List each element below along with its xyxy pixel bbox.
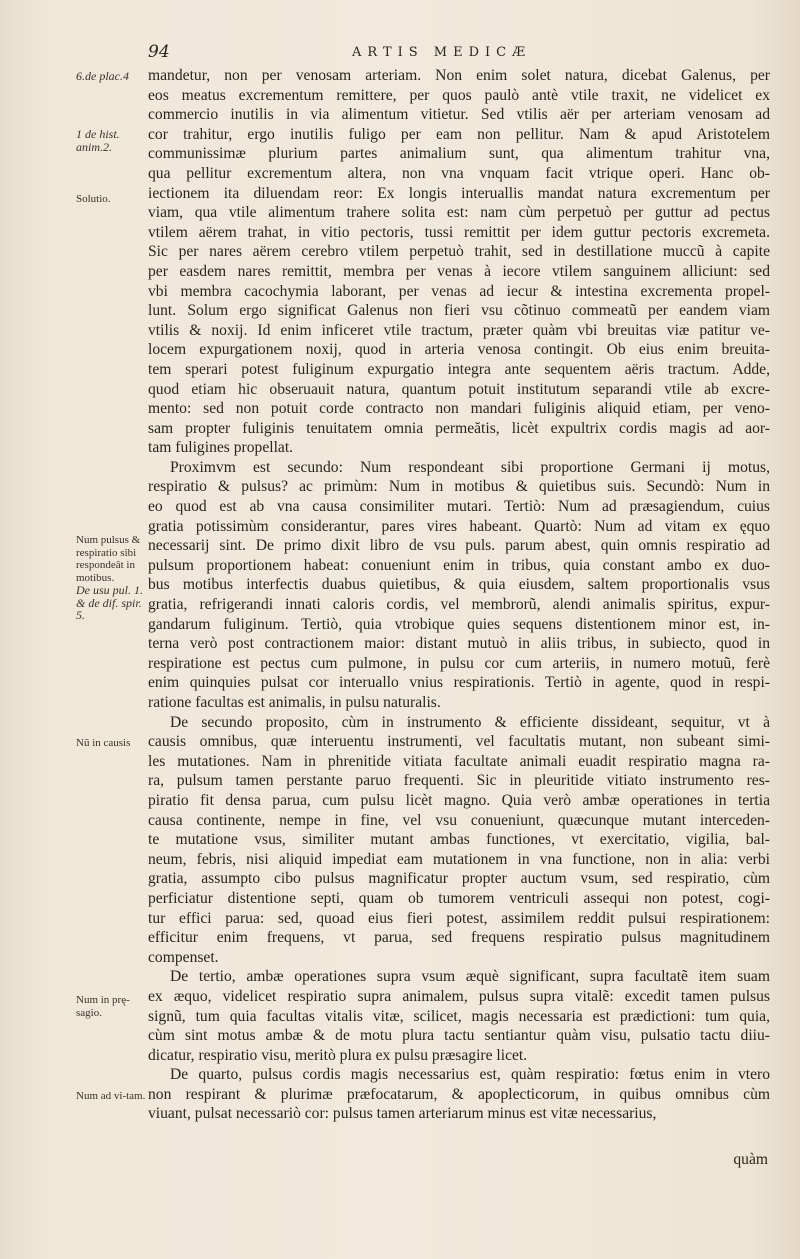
text-line: iectionem ita diluendam reor: Ex longis interuallis mandat natura excrementum per	[148, 184, 770, 202]
text-line: ratione facultas est animalis, in pulsu naturalis.	[148, 694, 441, 711]
text-line: mandetur, non per venosam arteriam. Non enim solet natura, dicebat Galenus, per	[148, 67, 770, 84]
margin-note: Nũ in causis	[76, 737, 131, 749]
text-line: quod etiam hic obseruauit natura, quantum potuit institutum separandi vtile ab excre-	[148, 380, 770, 398]
text-line: gratia potissimùm considerantur, pares vires habeant. Quartò: Num ad vitam ex ęquo	[148, 517, 770, 535]
text-line: vtilis & noxij. Id enim inficeret vtile tractum, præter quàm vbi breuitas viæ patitur ve-	[148, 321, 770, 339]
margin-note: 6.de plac.4	[76, 69, 129, 83]
margin-note: Num in prę-sagio.	[76, 994, 130, 1019]
margin-note: Num pulsus & respiratio sibi respondeăt in motibus.	[76, 534, 141, 584]
text-line: qua pellitur excrementum altera, non vna vnquam facit vtrique operi. Hanc ob-	[148, 164, 770, 182]
folio-number: 94	[148, 42, 170, 62]
text-line: cùm sint motus ambæ & de motu plura tactu sentiantur quàm visu, pulsatio tactu diiu-	[148, 1027, 770, 1045]
running-head: ARTIS MEDICÆ	[352, 45, 532, 60]
text-line: ex æquo, videlicet respiratio supra animalem, pulsus supra vitalẽ: excedit tamen pulsus	[148, 987, 770, 1005]
text-line: gandarum fuliginum. Tertiò, quia vtrobique quies sequens distentionem minor est, in-	[148, 615, 770, 633]
text-line: locem expurgationem noxij, quod in arteria venosa contingit. Ob eius enim breuita-	[148, 341, 770, 359]
text-line: signũ, tum quia facultas vitalis vitæ, scilicet, magis necessaria est prædictioni: tum quia,	[148, 1007, 770, 1025]
text-line: lunt. Solum ergo significat Galenus non fieri vsu cõtinuo commeatũ per eandem viam	[148, 302, 770, 320]
text-line: sam propter fuliginis tenuitatem omnia permeătis, licèt expultrix cordis magis ad aor-	[148, 419, 770, 437]
text-line: viuant, pulsat necessariò cor: pulsus tamen arteriarum minus est vitæ necessarius,	[148, 1105, 657, 1123]
text-line: dicatur, respiratio visu, meritò plura ex pulsu præsagire licet.	[148, 1046, 528, 1064]
text-line: gratia, assumpto cibo pulsus magnificatur propter auctum vsum, sed respiratio, cùm	[148, 870, 770, 888]
text-line: respiratio & pulsus? ac primùm: Num in motibus & quietibus suis. Secundò: Num in	[148, 478, 770, 496]
text-line: les mutationes. Nam in phrenitide vitiata facultate animali euadit respiratio magna ra-	[148, 752, 770, 770]
paragraph	[148, 66, 770, 458]
margin-note: Solutio.	[76, 193, 111, 205]
text-line: compenset.	[148, 948, 219, 966]
text-line: eo quod est ab vna causa consimiliter mutari. Tertiò: Num ad præsagiendum, cuius	[148, 498, 770, 516]
text-line: te mutatione vsus, similiter mutant ambas functiones, vt exercitatio, vigilia, bal-	[148, 831, 770, 849]
text-line: tur effici parua: sed, quoad eius fieri potest, assimilem reddit pulsui respirationem:	[148, 909, 770, 927]
text-line: De quarto, pulsus cordis magis necessarius est, quàm respiratio: fœtus enim in vtero	[170, 1066, 770, 1084]
text-line: gratia, refrigerandi innati caloris cordis, vel membrorũ, alendi animalis spiritus, expur-	[148, 596, 770, 614]
text-line: eos meatus excrementum remittere, per quos paulò antè vtile traxit, ne videlicet ex	[148, 86, 770, 104]
text-line: tam fuligines propellat.	[148, 439, 294, 457]
text-line: commercio inutilis in via alimentum vitietur. Sed vtilis aër per arteriam venosam ad	[148, 106, 770, 124]
text-line: vbi membra cacochymia laborant, per venas ad iecur & intestina excrementa propel-	[148, 282, 770, 300]
body-text	[148, 66, 770, 1124]
text-line: neum, febris, nisi aliquid impediat eam mutationem in vna functione, non in alia: verbi	[148, 850, 770, 868]
text-line: causis omnibus, quæ interuentu instrumenti, vel facultatis mutant, non subeant simi-	[148, 733, 770, 751]
text-line: causa continente, nempe in fine, vel vsu conueniunt, quæcunque mutant interceden-	[148, 811, 770, 829]
text-line: enim quinquies pulsat cor interuallo vnius respirationis. Tertiò in agente, quod in respi-	[148, 674, 770, 692]
text-line: cor trahitur, ergo inutilis fuligo per eam non pellitur. Nam & apud Aristotelem	[148, 125, 770, 143]
paragraph	[148, 967, 770, 1065]
paragraph	[148, 458, 770, 713]
margin-note: Num ad vi-tam.	[76, 1090, 146, 1102]
paragraph	[148, 713, 770, 968]
text-line: non respirant & plurimæ præfocatarum, & apoplecticorum, in quibus omnibus cùm	[148, 1085, 770, 1103]
text-line: per easdem nares remittit, membra per venas à iecore vtilem sanguinem alliciunt: sed	[148, 262, 770, 280]
text-line: terna verò post contractionem maior: distant mutuò in aliis tribus, in subiecto, quod in	[148, 635, 770, 653]
text-line: necessarij sint. De primo dixit libro de vsu puls. parum abest, quin omnis respiratio ad	[148, 537, 770, 555]
margin-note: 1 de hist. anim.2.	[76, 127, 120, 154]
paragraph	[148, 1065, 770, 1124]
text-line: efficitur enim frequens, vt parua, sed frequens respiratio pulsus magnitudinem	[148, 929, 770, 947]
text-line: tem sperari potest fuliginum expurgatio integra ante sequentem aëris tractum. Adde,	[148, 360, 770, 378]
text-line: bus motibus interfectis duabus quietibus, & quia eiusdem, saltem proportionalis vsus	[148, 576, 770, 594]
text-line: vtilem aërem trahat, in vitio pectoris, tussi remittit per idem guttur pectoris excremeta.	[148, 223, 770, 241]
text-line: Sic per nares aërem cerebro vtilem perpetuò trahit, sed in destillatione muccũ à capite	[148, 243, 770, 261]
margin-note: De usu pul. 1. & de dif. spir. 5.	[76, 583, 143, 623]
text-line: communissimæ plurium partes animalium sunt, qua alimentum trahitur vna,	[148, 145, 770, 163]
text-line: mento: sed non potuit corde contracto non mandari fuliginis aliquid etiam, per veno-	[148, 400, 770, 418]
text-line: viam, qua vtile alimentum trahere solita est: nam cùm perpetuò per guttur ad pectus	[148, 204, 770, 222]
text-line: ra, pulsum tamen perstante paruo frequenti. Sic in pleuritide vitiato instrumento res-	[148, 772, 770, 790]
text-line: De secundo proposito, cùm in instrumento & efficiente dissideant, sequitur, vt à	[170, 713, 770, 731]
text-line: pulsum proportionem habeat: conueniunt enim in tribus, quia constant ambo ex duo-	[148, 556, 770, 574]
catchword: quàm	[733, 1151, 768, 1168]
text-line: piratio fit densa parua, cum pulsu licèt magno. Quia verò ambæ operationes in tertia	[148, 791, 770, 809]
text-line: perficiatur distentione septi, quam ob tumorem ventriculi assequi non potest, cogi-	[148, 889, 770, 907]
page-header	[0, 42, 800, 66]
text-line: De tertio, ambæ operationes supra vsum æquè significant, supra facultatẽ item suam	[170, 968, 770, 986]
text-line: respiratione est pectus cum pulmone, in pulsu cor cum arteriis, in numero motuũ, ferè	[148, 654, 770, 672]
text-line: Proximvm est secundo: Num respondeant sibi proportione Germani ij motus,	[170, 458, 770, 476]
